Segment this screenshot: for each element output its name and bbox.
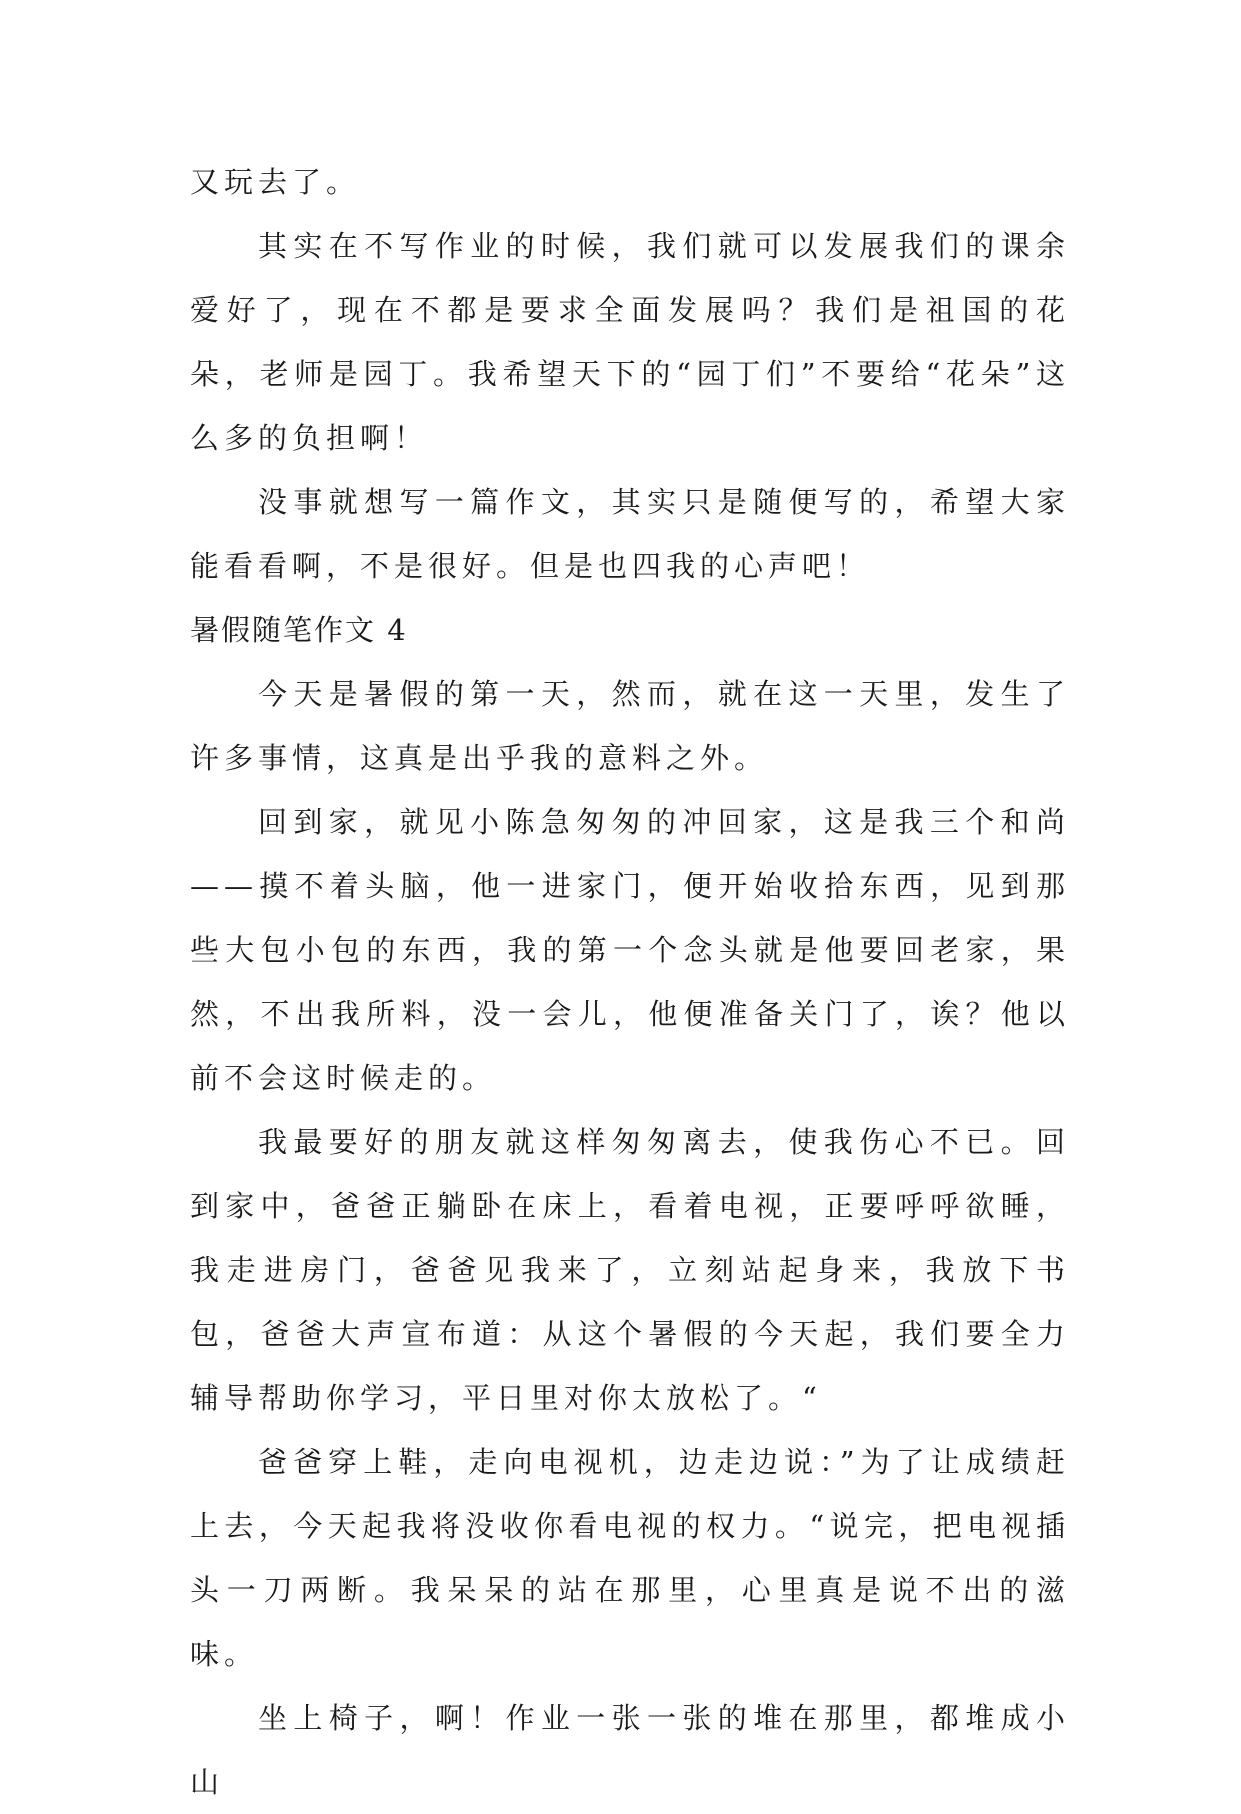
paragraph: 回到家，就见小陈急匆匆的冲回家，这是我三个和尚——摸不着头脑，他一进家门，便开始收拾东西，见到那些大包小包的东西，我的第一个念头就是他要回老家，果然，不出我所料，没一会儿，他便准备关门了，诶？他以前不会这时候走的。 <box>190 805 1070 1095</box>
paragraph: 今天是暑假的第一天，然而，就在这一天里，发生了许多事情，这真是出乎我的意料之外。 <box>190 677 1070 775</box>
paragraph: 坐上椅子，啊！作业一张一张的堆在那里，都堆成小山 <box>190 1701 1070 1799</box>
paragraph: 又玩去了。 <box>190 165 361 199</box>
section-title: 暑假随笔作文 4 <box>190 613 408 647</box>
paragraph: 我最要好的朋友就这样匆匆离去，使我伤心不已。回到家中，爸爸正躺卧在床上，看着电视，正要呼呼欲睡，我走进房门，爸爸见我来了，立刻站起身来，我放下书包，爸爸大声宣布道：从这个暑假的今天起，我们要全力辅导帮助你学习，平日里对你太放松了。“ <box>190 1125 1070 1415</box>
paragraph: 其实在不写作业的时候，我们就可以发展我们的课余爱好了，现在不都是要求全面发展吗？我们是祖国的花朵，老师是园丁。我希望天下的“园丁们”不要给“花朵”这么多的负担啊！ <box>190 229 1070 455</box>
paragraph: 爸爸穿上鞋，走向电视机，边走边说：”为了让成绩赶上去，今天起我将没收你看电视的权力。“说完，把电视插头一刀两断。我呆呆的站在那里，心里真是说不出的滋味。 <box>190 1445 1070 1671</box>
paragraph: 没事就想写一篇作文，其实只是随便写的，希望大家能看看啊，不是很好。但是也四我的心声吧！ <box>190 485 1070 583</box>
document-page <box>190 150 1070 1814</box>
